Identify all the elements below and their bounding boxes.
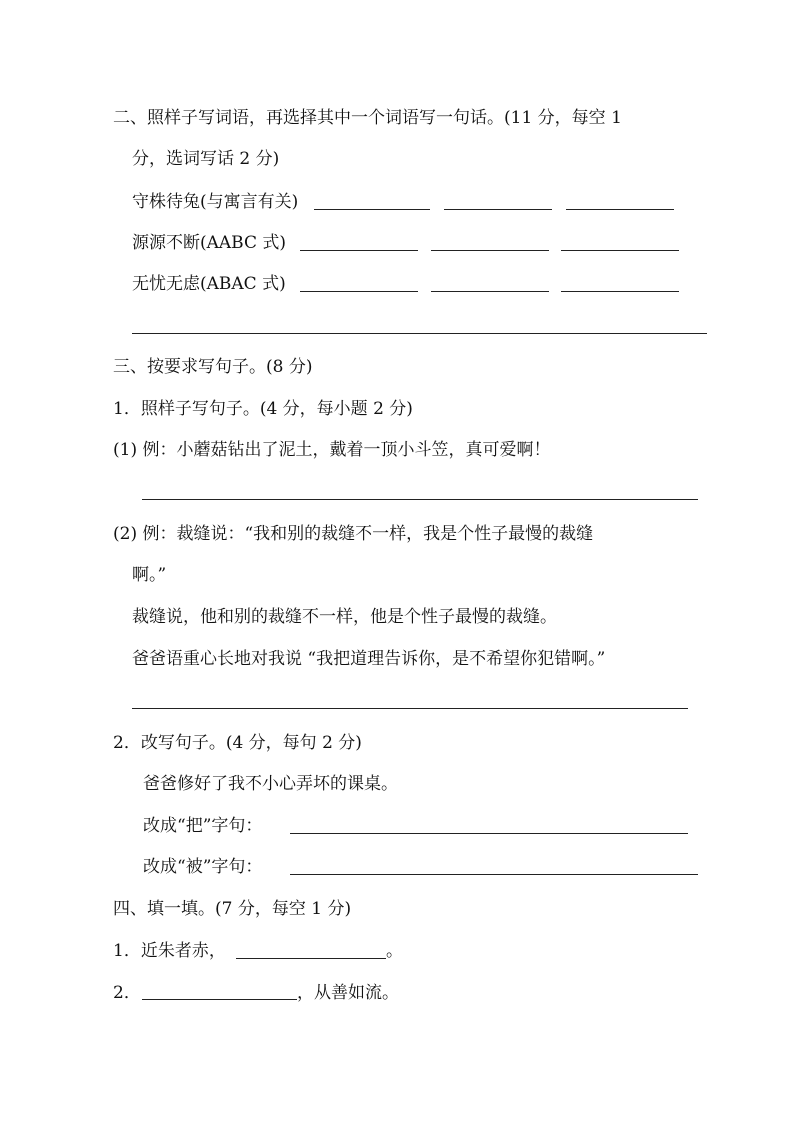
question-2-sentence: 爸爸修好了我不小心弄坏的课桌。 — [143, 774, 398, 794]
question-1-2-task: 爸爸语重心长地对我说 “我把道理告诉你，是不希望你犯错啊。” — [132, 649, 606, 669]
word-row-2-blank-3[interactable] — [561, 250, 679, 251]
bei-sentence-label: 改成“被”字句： — [143, 857, 263, 877]
word-row-2-label: 源源不断(AABC 式) — [132, 233, 287, 253]
fill-question-2-prefix: 2． — [113, 983, 141, 1003]
word-row-2-blank-2[interactable] — [431, 250, 549, 251]
sentence-answer-line[interactable] — [132, 333, 707, 334]
fill-question-1-blank[interactable] — [236, 958, 386, 959]
section-3-title: 三、按要求写句子。(8 分) — [113, 357, 313, 377]
question-2-title: 2．改写句子。(4 分，每句 2 分) — [113, 733, 362, 753]
section-2-title-continued: 分，选词写话 2 分) — [132, 149, 280, 169]
ba-sentence-answer-line[interactable] — [290, 833, 688, 834]
word-row-1-blank-3[interactable] — [566, 209, 674, 210]
word-row-3-blank-1[interactable] — [300, 291, 418, 292]
question-1-2-answer-line[interactable] — [132, 708, 688, 709]
fill-question-2-suffix: ，从善如流。 — [297, 983, 399, 1003]
word-row-1-label: 守株待兔(与寓言有关) — [132, 192, 299, 212]
word-row-2-blank-1[interactable] — [300, 250, 418, 251]
ba-sentence-label: 改成“把”字句： — [143, 816, 263, 836]
word-row-3-blank-3[interactable] — [561, 291, 679, 292]
section-4-title: 四、填一填。(7 分，每空 1 分) — [113, 899, 352, 919]
question-1-2-converted: 裁缝说，他和别的裁缝不一样，他是个性子最慢的裁缝。 — [132, 607, 557, 627]
word-row-1-blank-2[interactable] — [444, 209, 552, 210]
question-1-2-example-continued: 啊。” — [132, 565, 167, 585]
question-1-1-example: (1) 例：小蘑菇钻出了泥土，戴着一顶小斗笠，真可爱啊！ — [113, 440, 551, 460]
word-row-3-blank-2[interactable] — [431, 291, 549, 292]
word-row-3-label: 无忧无虑(ABAC 式) — [132, 274, 286, 294]
question-1-2-example: (2) 例：裁缝说：“我和别的裁缝不一样，我是个性子最慢的裁缝 — [113, 524, 594, 544]
question-1-1-answer-line[interactable] — [142, 499, 698, 500]
word-row-1-blank-1[interactable] — [314, 209, 430, 210]
fill-question-2-blank[interactable] — [142, 999, 297, 1000]
section-2-title: 二、照样子写词语，再选择其中一个词语写一句话。(11 分，每空 1 — [113, 108, 622, 128]
bei-sentence-answer-line[interactable] — [290, 874, 698, 875]
question-1-title: 1．照样子写句子。(4 分，每小题 2 分) — [113, 399, 413, 419]
fill-question-1-prefix: 1．近朱者赤， — [113, 941, 226, 961]
fill-question-1-suffix: 。 — [386, 941, 403, 961]
